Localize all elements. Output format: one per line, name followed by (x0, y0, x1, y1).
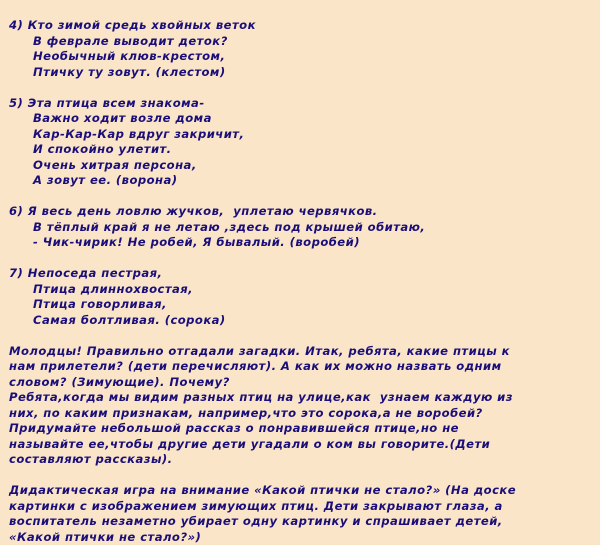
riddle-line: 6) Я весь день ловлю жучков, уплетаю червячков. (9, 204, 595, 220)
paragraph-line: Придумайте небольшой рассказ о понравившейся птице,но не (9, 421, 595, 437)
riddle-line: Птица говорливая, (9, 297, 595, 313)
riddle-line: И спокойно улетит. (9, 142, 595, 158)
paragraph-didactic-game (9, 483, 595, 545)
paragraph-line: нам прилетели? (дети перечисляют). А как их можно назвать одним (9, 359, 595, 375)
riddle-4 (9, 18, 595, 80)
riddle-line: Самая болтливая. (сорока) (9, 313, 595, 329)
riddle-7 (9, 266, 595, 328)
spacer (9, 251, 595, 267)
spacer (9, 468, 595, 484)
paragraph-riddle-discussion (9, 344, 595, 468)
riddle-line: Птица длиннохвостая, (9, 282, 595, 298)
riddle-line: В феврале выводит деток? (9, 34, 595, 50)
riddle-line: Кар-Кар-Кар вдруг закричит, (9, 127, 595, 143)
paragraph-line: «Какой птички не стало?») (9, 530, 595, 545)
riddle-line: 4) Кто зимой средь хвойных веток (9, 18, 595, 34)
paragraph-line: картинки с изображением зимующих птиц. Дети закрывают глаза, а (9, 499, 595, 515)
riddle-line: 5) Эта птица всем знакома- (9, 96, 595, 112)
paragraph-line: них, по каким признакам, например,что это сорока,а не воробей? (9, 406, 595, 422)
paragraph-line: Молодцы! Правильно отгадали загадки. Итак, ребята, какие птицы к (9, 344, 595, 360)
paragraph-line: составляют рассказы). (9, 452, 595, 468)
riddle-line: Птичку ту зовут. (клестом) (9, 65, 595, 81)
riddle-line: А зовут ее. (ворона) (9, 173, 595, 189)
spacer (9, 328, 595, 344)
riddle-line: Очень хитрая персона, (9, 158, 595, 174)
riddle-line: Необычный клюв-крестом, (9, 49, 595, 65)
riddle-6 (9, 204, 595, 251)
spacer (9, 80, 595, 96)
riddle-line: Важно ходит возле дома (9, 111, 595, 127)
document-body (9, 18, 595, 545)
paragraph-line: воспитатель незаметно убирает одну картинку и спрашивает детей, (9, 514, 595, 530)
paragraph-line: Дидактическая игра на внимание «Какой птички не стало?» (На доске (9, 483, 595, 499)
riddle-line: 7) Непоседа пестрая, (9, 266, 595, 282)
paragraph-line: Ребята,когда мы видим разных птиц на улице,как узнаем каждую из (9, 390, 595, 406)
riddle-line: В тёплый край я не летаю ,здесь под крышей обитаю, (9, 220, 595, 236)
spacer (9, 189, 595, 205)
riddle-line: - Чик-чирик! Не робей, Я бывалый. (воробей) (9, 235, 595, 251)
paragraph-line: называйте ее,чтобы другие дети угадали о ком вы говорите.(Дети (9, 437, 595, 453)
paragraph-line: словом? (Зимующие). Почему? (9, 375, 595, 391)
riddle-5 (9, 96, 595, 189)
